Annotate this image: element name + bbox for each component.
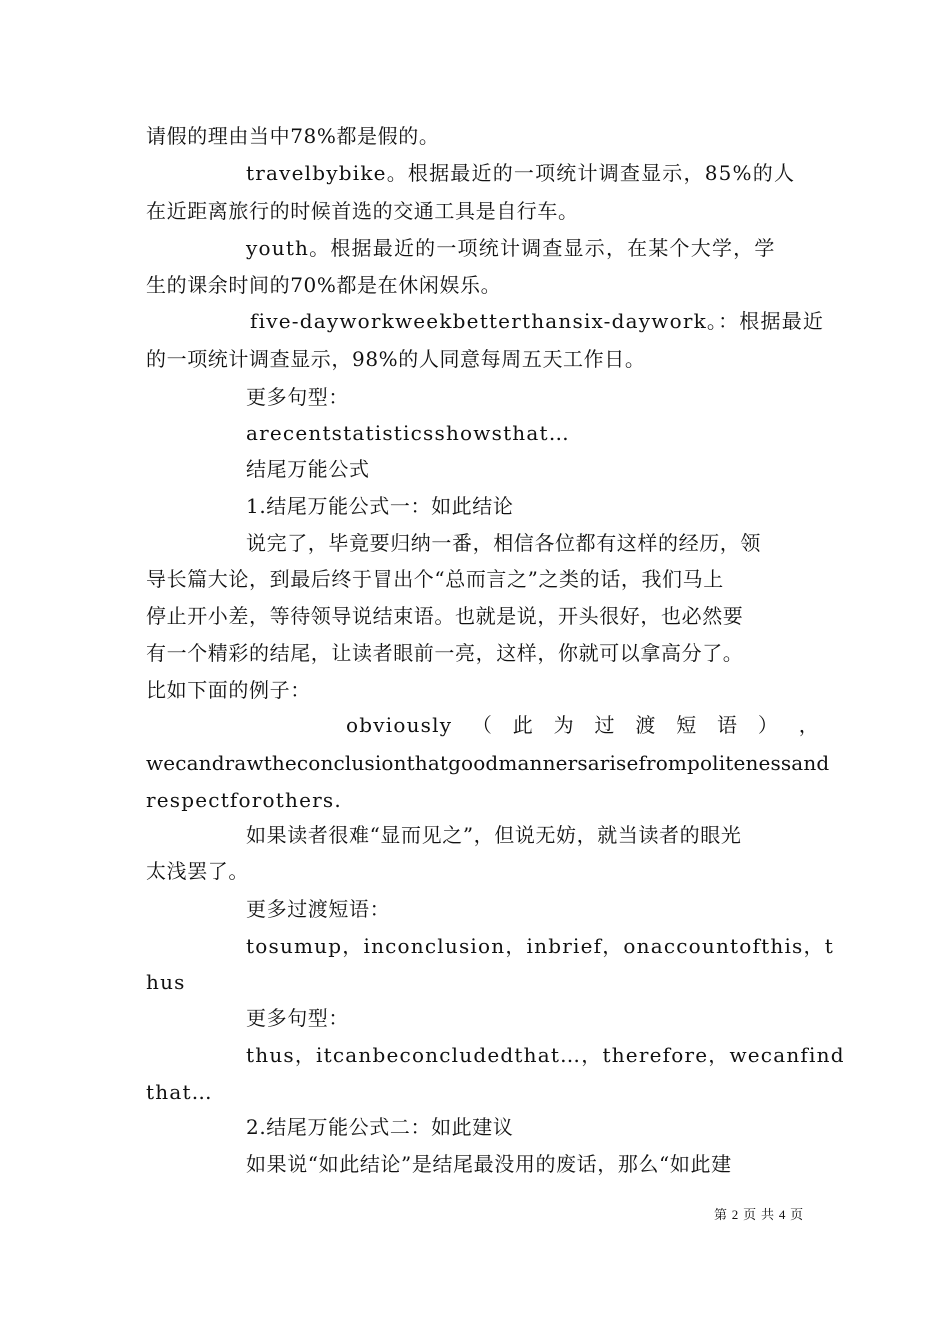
- justified-word: 语: [717, 713, 739, 737]
- page-number: 第 2 页 共 4 页: [713, 1207, 804, 1222]
- justified-word: ）: [757, 713, 780, 737]
- text-line: 说完了，毕竟要归纳一番，相信各位都有这样的经历，领: [246, 531, 761, 555]
- text-line: 更多句型：: [246, 1006, 349, 1030]
- justified-word: （: [471, 713, 494, 737]
- justified-word: 过: [594, 713, 616, 737]
- text-line: tosumup，inconclusion，inbrief，onaccountofthis，t: [246, 934, 834, 958]
- text-line: wecandrawtheconclusionthatgoodmannersarisefrompolitenessand: [146, 751, 830, 775]
- text-line: youth。根据最近的一项统计调查显示，在某个大学，学: [246, 236, 776, 260]
- text-line: 更多句型：: [246, 385, 349, 409]
- text-line: 更多过渡短语：: [246, 897, 391, 921]
- text-line: travelbybike。根据最近的一项统计调查显示，85%的人: [246, 161, 796, 185]
- text-line: respectforothers.: [146, 788, 342, 812]
- text-line: 比如下面的例子：: [146, 678, 311, 702]
- text-line: 太浅罢了。: [146, 859, 249, 883]
- text-line: that…: [146, 1080, 213, 1104]
- text-line: 有一个精彩的结尾，让读者眼前一亮，这样，你就可以拿高分了。: [146, 641, 744, 665]
- text-line: hus: [146, 970, 186, 994]
- justified-word: obviously: [346, 713, 453, 737]
- text-line: five-dayworkweekbetterthansix-daywork。：根据最近: [250, 309, 825, 333]
- text-line: arecentstatisticsshowsthat…: [246, 421, 570, 445]
- text-line: 如果读者很难“显而见之”，但说无妨，就当读者的眼光: [246, 823, 742, 847]
- text-line: 在近距离旅行的时候首选的交通工具是自行车。: [146, 199, 579, 223]
- justified-word: 渡: [635, 713, 657, 737]
- text-line: thus，itcanbeconcludedthat…，therefore，wecanfind: [246, 1043, 845, 1067]
- text-line: 请假的理由当中78%都是假的。: [146, 124, 440, 148]
- section-heading: 结尾万能公式: [246, 457, 370, 481]
- text-line: 的一项统计调查显示，98%的人同意每周五天工作日。: [146, 347, 646, 371]
- justified-word: 此: [512, 713, 534, 737]
- justified-word: 短: [676, 713, 698, 737]
- text-line: 停止开小差，等待领导说结束语。也就是说，开头很好，也必然要: [146, 604, 744, 628]
- subsection-heading: 1.结尾万能公式一：如此结论: [246, 494, 514, 518]
- subsection-heading: 2.结尾万能公式二：如此建议: [246, 1115, 514, 1139]
- justified-line: [346, 711, 820, 739]
- text-line: 生的课余时间的70%都是在休闲娱乐。: [146, 273, 502, 297]
- justified-word: 为: [553, 713, 575, 737]
- text-line: 导长篇大论，到最后终于冒出个“总而言之”之类的话，我们马上: [146, 567, 724, 591]
- text-line: 如果说“如此结论”是结尾最没用的废话，那么“如此建: [246, 1152, 732, 1176]
- justified-word: ，: [798, 713, 820, 737]
